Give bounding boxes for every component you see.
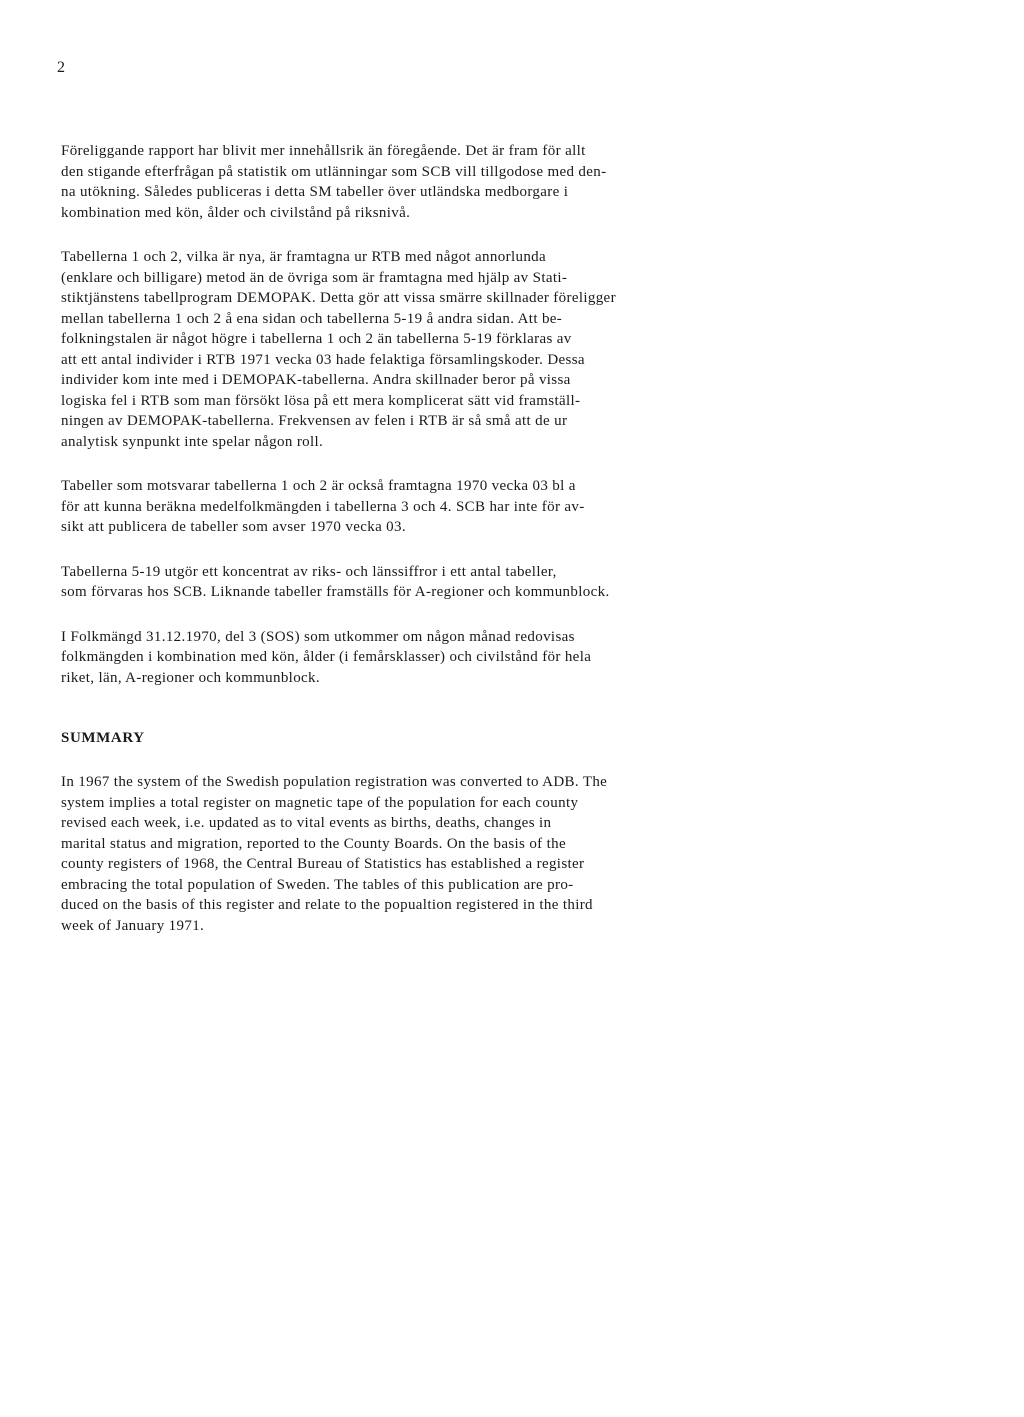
paragraph-spacer: [61, 452, 691, 476]
text-line: kombination med kön, ålder och civilstånd på riksnivå.: [61, 204, 411, 221]
summary-paragraph: [61, 772, 691, 936]
text-line: revised each week, i.e. updated as to vital events as births, deaths, changes in: [61, 815, 552, 831]
text-line: na utökning. Således publiceras i detta SM tabeller över utländska medborgare i: [61, 184, 569, 200]
text-line: (enklare och billigare) metod än de övriga som är framtagna med hjälp av Stati-: [61, 269, 568, 286]
page-number: 2: [57, 59, 65, 76]
summary-heading: SUMMARY: [61, 730, 145, 746]
text-line: county registers of 1968, the Central Bureau of Statistics has established a register: [61, 856, 585, 872]
text-line: Tabellerna 1 och 2, vilka är nya, är framtagna ur RTB med något annorlunda: [61, 249, 547, 265]
text-line: Tabeller som motsvarar tabellerna 1 och 2 är också framtagna 1970 vecka 03 bl a: [61, 478, 576, 494]
text-line: marital status and migration, reported to the County Boards. On the basis of the: [61, 835, 566, 852]
text-line: Tabellerna 5-19 utgör ett koncentrat av riks- och länssiffror i ett antal tabeller,: [61, 563, 557, 580]
paragraph-spacer: [61, 538, 691, 562]
paragraph-tables-1-2: [61, 247, 691, 452]
text-line: individer kom inte med i DEMOPAK-tabellerna. Andra skillnader beror på vissa: [61, 372, 571, 388]
text-line: sikt att publicera de tabeller som avser 1970 vecka 03.: [61, 519, 406, 535]
paragraph-tables-5-19: [61, 562, 691, 603]
text-line: analytisk synpunkt inte spelar någon roll.: [61, 433, 324, 450]
text-line: stiktjänstens tabellprogram DEMOPAK. Detta gör att vissa smärre skillnader föreligger: [61, 290, 616, 306]
paragraph-folkmangd: [61, 627, 691, 689]
text-line: den stigande efterfrågan på statistik om utlänningar som SCB vill tillgodose med den-: [61, 163, 607, 180]
text-line: system implies a total register on magnetic tape of the population for each county: [61, 794, 579, 811]
section-spacer: [61, 748, 691, 772]
document-body: [61, 141, 691, 936]
text-line: I Folkmängd 31.12.1970, del 3 (SOS) som utkommer om någon månad redovisas: [61, 628, 575, 645]
text-line: som förvaras hos SCB. Liknande tabeller framställs för A-regioner och kommunblock.: [61, 584, 610, 600]
paragraph-spacer: [61, 223, 691, 247]
text-line: folkningstalen är något högre i tabellerna 1 och 2 än tabellerna 5-19 förklaras av: [61, 331, 572, 347]
text-line: embracing the total population of Sweden. The tables of this publication are pro-: [61, 876, 574, 893]
text-line: riket, län, A-regioner och kommunblock.: [61, 669, 321, 686]
text-line: week of January 1971.: [61, 917, 205, 934]
section-spacer: [61, 688, 691, 728]
paragraph-intro: [61, 141, 691, 223]
text-line: duced on the basis of this register and relate to the popualtion registered in the third: [61, 897, 593, 913]
text-line: mellan tabellerna 1 och 2 å ena sidan och tabellerna 5-19 å andra sidan. Att be-: [61, 310, 563, 327]
text-line: för att kunna beräkna medelfolkmängden i tabellerna 3 och 4. SCB har inte för av-: [61, 498, 585, 515]
text-line: ningen av DEMOPAK-tabellerna. Frekvensen av felen i RTB är så små att de ur: [61, 413, 568, 429]
text-line: folkmängden i kombination med kön, ålder (i femårsklasser) och civilstånd för hela: [61, 649, 592, 665]
paragraph-1970-tables: [61, 476, 691, 538]
text-line: Föreliggande rapport har blivit mer innehållsrik än föregående. Det är fram för allt: [61, 143, 586, 159]
text-line: In 1967 the system of the Swedish population registration was converted to ADB. The: [61, 774, 608, 790]
text-line: att ett antal individer i RTB 1971 vecka 03 hade felaktiga församlingskoder. Dessa: [61, 351, 585, 368]
text-line: logiska fel i RTB som man försökt lösa på ett mera komplicerat sätt vid framställ-: [61, 392, 581, 409]
paragraph-spacer: [61, 603, 691, 627]
